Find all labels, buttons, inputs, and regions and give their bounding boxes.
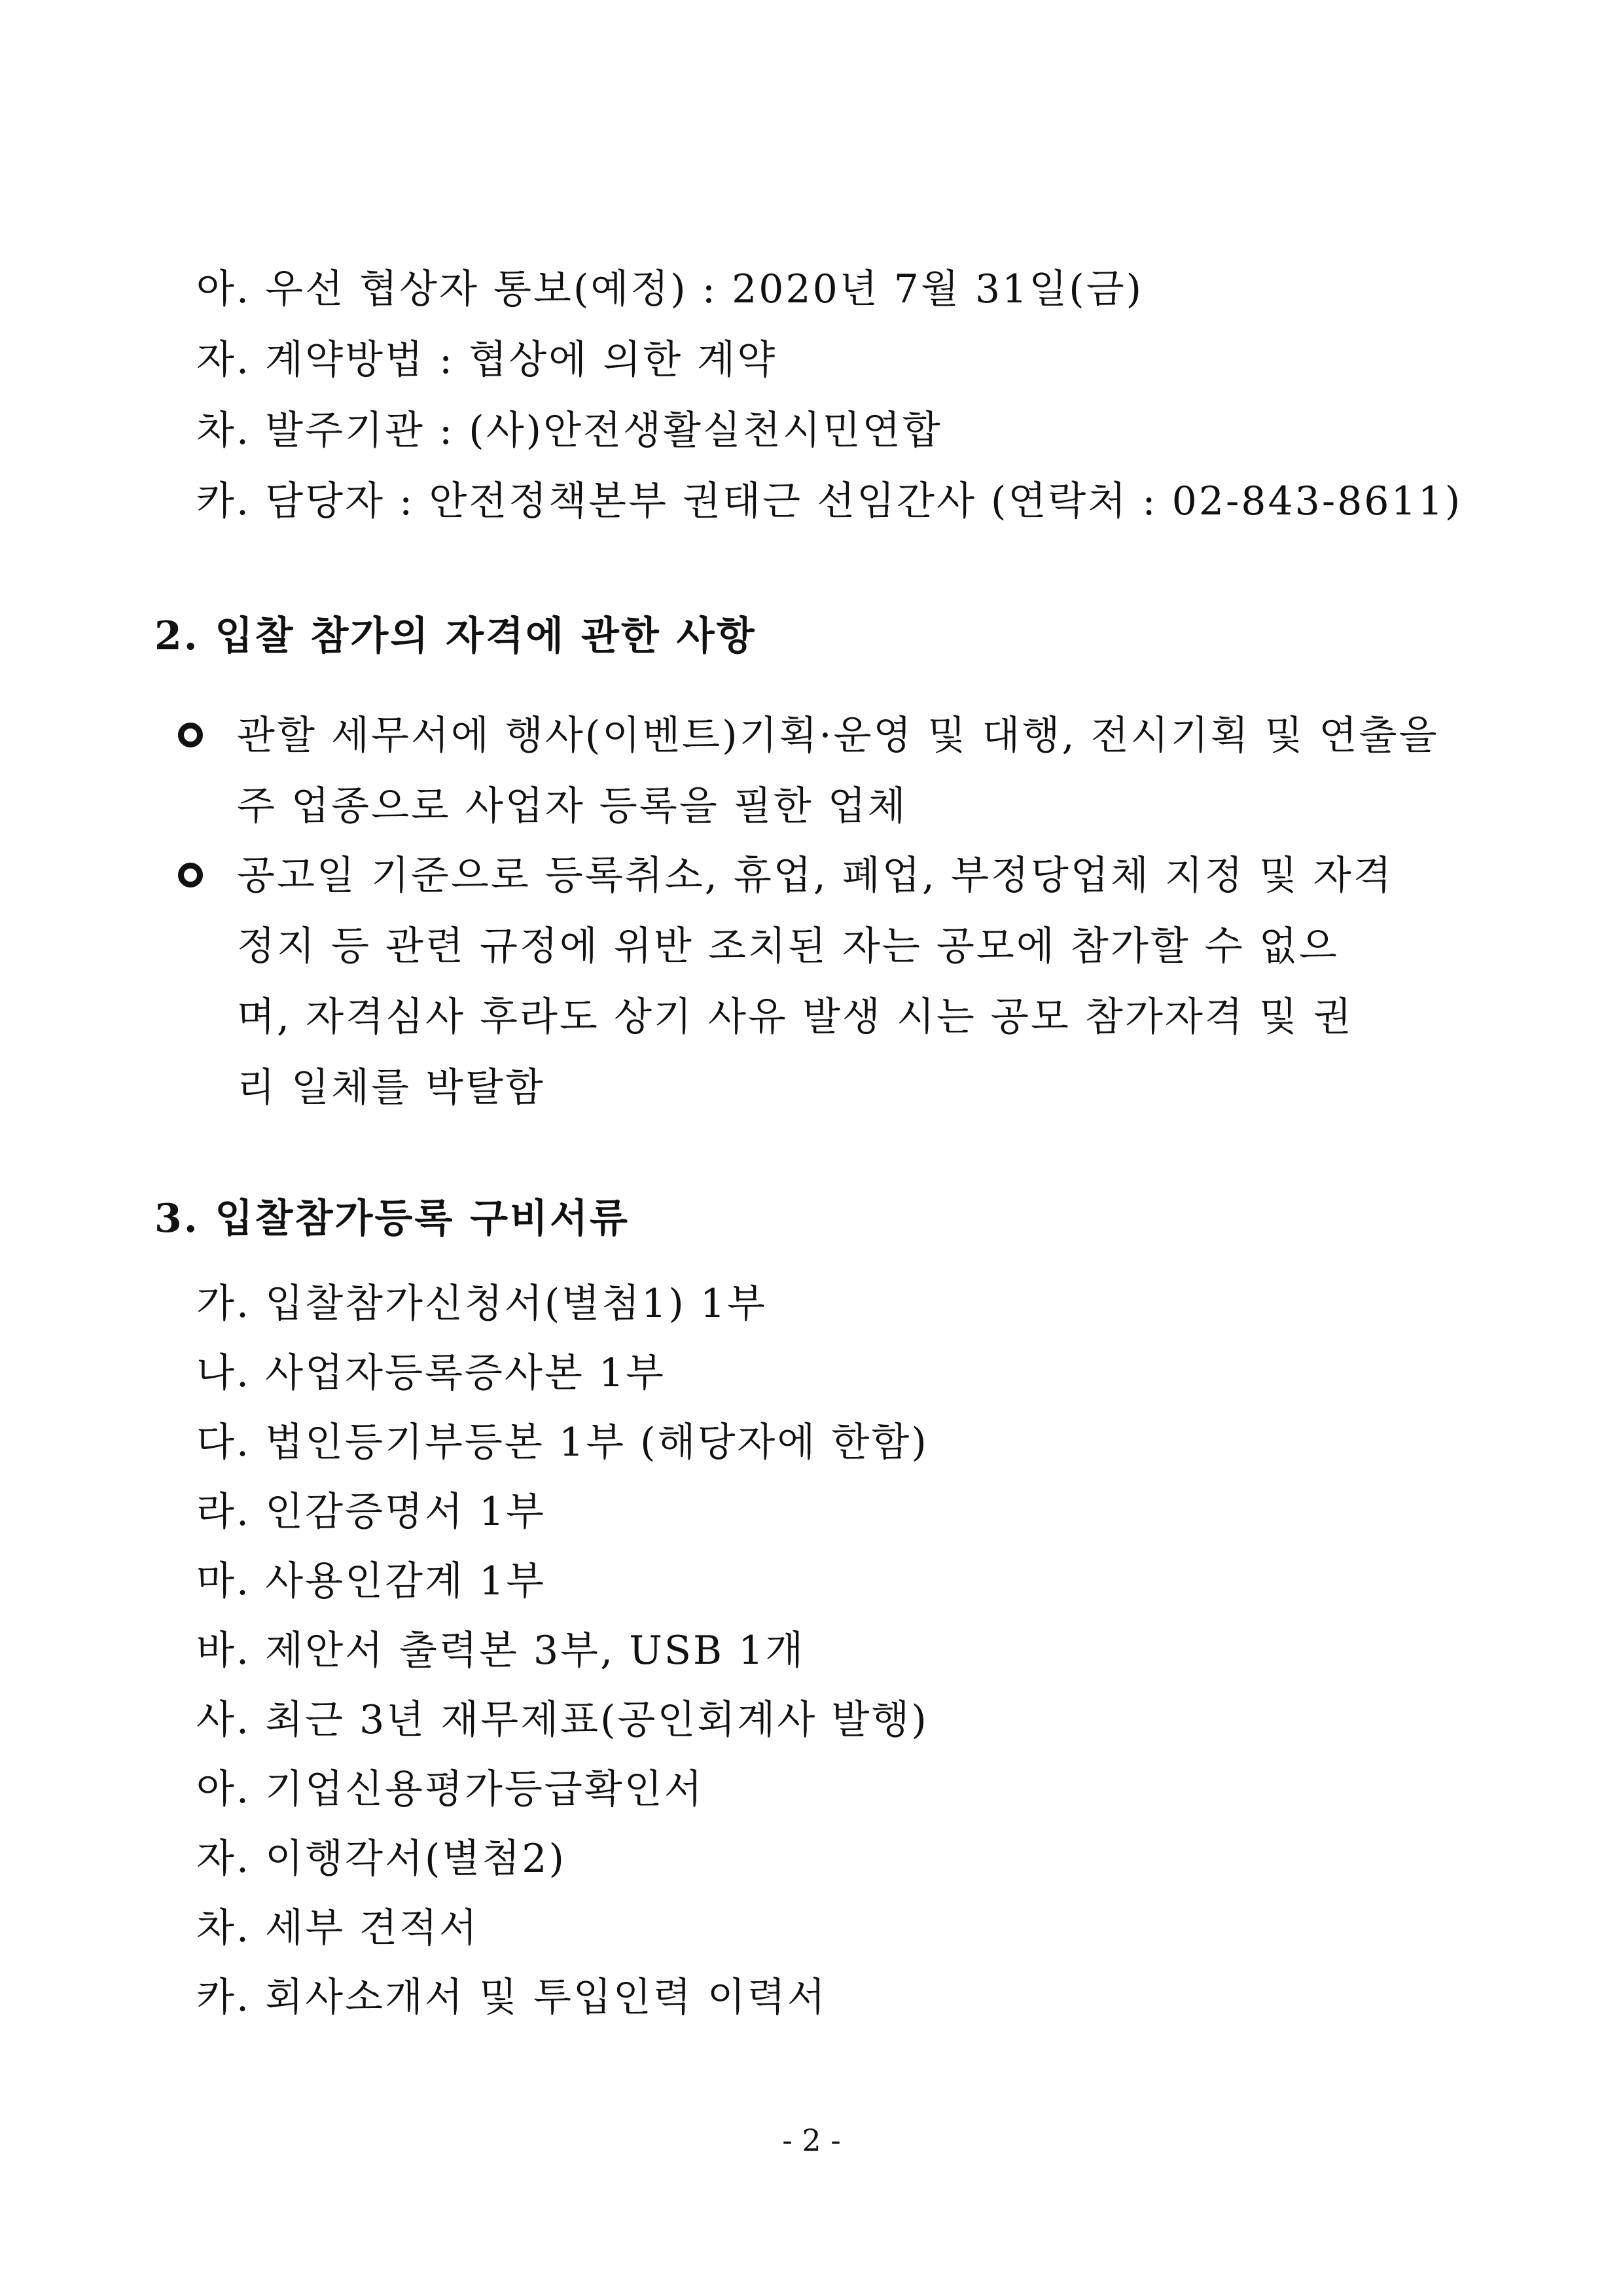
list-item: 사. 최근 3년 재무제표(공인회계사 발행) (196, 1697, 929, 1743)
list-item: 라. 인감증명서 1부 (196, 1489, 546, 1535)
list-item: 카. 회사소개서 및 투입인력 이력서 (196, 1975, 827, 2020)
circle-bullet-icon (178, 863, 203, 888)
bullet-line: 정지 등 관련 규정에 위반 조치된 자는 공모에 참가할 수 없으 (237, 924, 1339, 969)
list-item: 다. 법인등기부등본 1부 (해당자에 한함) (196, 1420, 929, 1465)
list-item: 바. 제안서 출력본 3부, USB 1개 (196, 1628, 806, 1674)
section3-heading: 3. 입찰참가등록 구비서류 (154, 1196, 630, 1242)
bullet-line: 관할 세무서에 행사(이벤트)기획·운영 및 대행, 전시기획 및 연출을 (237, 713, 1439, 759)
circle-bullet-icon (178, 723, 203, 747)
bullet-line: 리 일체를 박탈함 (237, 1065, 545, 1111)
list-item: 아. 우선 협상자 통보(예정) : 2020년 7월 31일(금) (196, 266, 1144, 312)
list-item: 자. 이행각서(별첨2) (196, 1836, 566, 1882)
list-item: 나. 사업자등록증사본 1부 (196, 1350, 666, 1396)
list-item: 아. 기업신용평가등급확인서 (196, 1767, 704, 1812)
section2-heading: 2. 입찰 참가의 자격에 관한 사항 (154, 613, 757, 659)
bullet-line: 주 업종으로 사업자 등록을 필한 업체 (237, 783, 908, 829)
list-item: 차. 발주기관 : (사)안전생활실천시민연합 (196, 408, 942, 454)
list-item: 카. 담당자 : 안전정책본부 권태근 선임간사 (연락처 : 02-843-8611) (196, 478, 1463, 524)
list-item: 차. 세부 견적서 (196, 1905, 479, 1951)
bullet-line: 며, 자격심사 후라도 상기 사유 발생 시는 공모 참가자격 및 권 (237, 994, 1353, 1040)
list-item: 자. 계약방법 : 협상에 의한 계약 (196, 337, 777, 383)
list-item: 가. 입찰참가신청서(별첨1) 1부 (196, 1281, 767, 1327)
list-item: 마. 사용인감계 1부 (196, 1558, 546, 1604)
bullet-line: 공고일 기준으로 등록취소, 휴업, 폐업, 부정당업체 지정 및 자격 (237, 853, 1393, 899)
page-number: - 2 - (782, 2123, 841, 2158)
